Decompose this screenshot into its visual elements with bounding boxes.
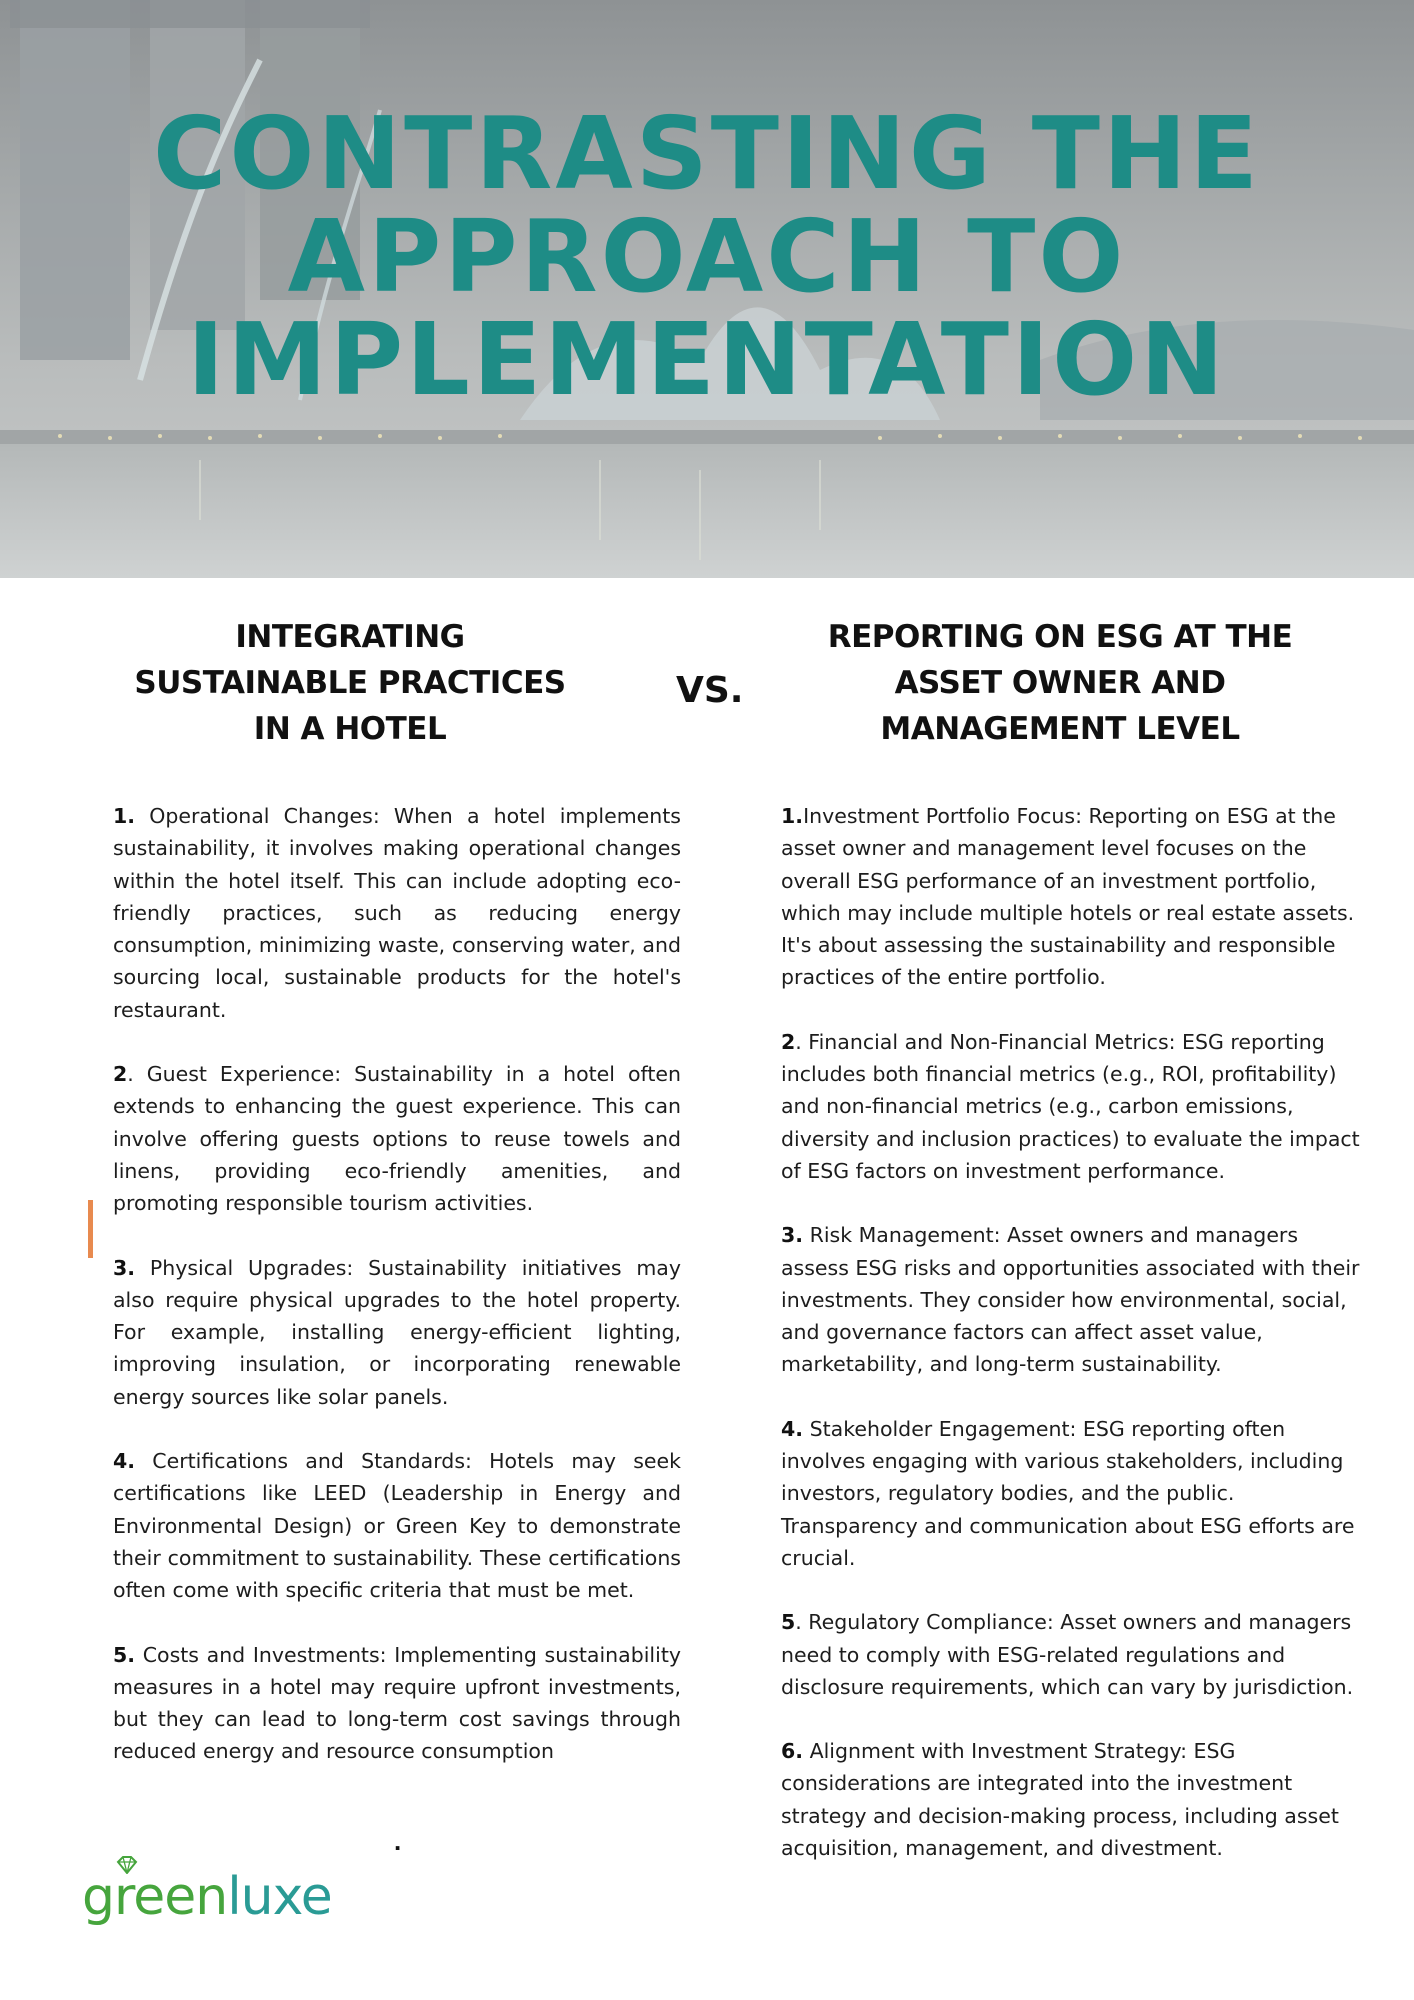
item-number: 1.	[781, 804, 804, 828]
left-column-heading	[110, 614, 590, 752]
title-line: IMPLEMENTATION	[187, 301, 1227, 418]
list-item	[113, 1445, 681, 1606]
heading-line: MANAGEMENT LEVEL	[880, 711, 1240, 747]
heading-line: INTEGRATING	[235, 619, 465, 655]
list-item	[781, 1606, 1371, 1703]
item-number: 3.	[113, 1255, 136, 1280]
heading-line: IN A HOTEL	[253, 711, 447, 747]
item-text: Operational Changes: When a hotel implements sustainability, it involves making operational changes within the hotel itself. This can include adopting eco-friendly practices, such as reducing energy consumption, minimizing waste, conserving water, and sourcing local, sustainable products for the hotel's restaurant.	[113, 804, 681, 1022]
list-item	[781, 1413, 1371, 1574]
item-text: Risk Management: Asset owners and managers assess ESG risks and opportunities associated with their investments. They consider how environmental, social, and governance factors can affect asset value, marketability, and long-term sustainability.	[781, 1223, 1360, 1377]
hero-banner	[0, 0, 1414, 578]
heading-line: ASSET OWNER AND	[894, 665, 1226, 701]
item-number: 2	[113, 1062, 128, 1087]
list-item	[113, 1058, 681, 1219]
versus-label: VS.	[676, 670, 744, 711]
list-item	[113, 1639, 681, 1768]
item-text: Stakeholder Engagement: ESG reporting often involves engaging with various stakeholders, including investors, regulatory bodies, and the public. Transparency and communication about ESG efforts are crucial.	[781, 1416, 1355, 1570]
item-text: Physical Upgrades: Sustainability initiatives may also require physical upgrades to the hotel property. For example, installing energy-efficient lighting, improving insulation, or incorporating renewable energy sources like solar panels.	[113, 1255, 681, 1409]
item-text: . Regulatory Compliance: Asset owners and managers need to comply with ESG-related regulations and disclosure requirements, which can vary by jurisdiction.	[781, 1610, 1354, 1699]
right-column-body	[781, 800, 1371, 1896]
item-text: Certifications and Standards: Hotels may seek certifications like LEED (Leadership in Energy and Environmental Design) or Green Key to demonstrate their commitment to sustainability. These certifications often come with specific criteria that must be met.	[113, 1449, 681, 1603]
list-item	[781, 1735, 1371, 1864]
heading-line: SUSTAINABLE PRACTICES	[134, 665, 566, 701]
item-number: 6.	[781, 1739, 804, 1764]
item-number: 5.	[113, 1642, 136, 1667]
item-text: Alignment with Investment Strategy: ESG considerations are integrated into the investment strategy and decision-making process, including asset acquisition, management, and divestment.	[781, 1739, 1339, 1861]
left-column-body	[113, 800, 681, 1800]
item-number: 5	[781, 1610, 796, 1635]
item-text: Investment Portfolio Focus: Reporting on ESG at the asset owner and management level focuses on the overall ESG performance of an investment portfolio, which may include multiple hotels or real estate assets. It's about assessing the sustainability and responsible practices of the entire portfolio.	[781, 804, 1355, 990]
accent-bar	[88, 1200, 93, 1258]
list-item	[113, 800, 681, 1026]
item-number: 3.	[781, 1223, 804, 1248]
item-text: Costs and Investments: Implementing sustainability measures in a hotel may require upfront investments, but they can lead to long-term cost savings through reduced energy and resource consumption	[113, 1642, 681, 1764]
list-item	[781, 1026, 1371, 1187]
item-text: . Financial and Non-Financial Metrics: ESG reporting includes both financial metrics (e.g., ROI, profitability) and non-financial metrics (e.g., carbon emissions, diversity and inclusion practices) to evaluate the impact of ESG factors on investment performance.	[781, 1029, 1360, 1183]
list-item	[781, 800, 1371, 994]
greenluxe-logo	[82, 1862, 332, 1932]
diamond-leaf-icon	[116, 1856, 138, 1874]
trailing-dot: .	[394, 1826, 402, 1856]
logo-text-green: green	[82, 1867, 228, 1927]
list-item	[113, 1252, 681, 1413]
right-column-heading	[810, 614, 1310, 752]
item-text: . Guest Experience: Sustainability in a hotel often extends to enhancing the guest experience. This can involve offering guests options to reuse towels and linens, providing eco-friendly amenities, and promoting responsible tourism activities.	[113, 1062, 681, 1216]
list-item	[781, 1219, 1371, 1380]
item-number: 2	[781, 1029, 796, 1054]
title-line: APPROACH TO	[287, 198, 1127, 315]
item-number: 4.	[781, 1416, 804, 1441]
page-title	[0, 95, 1414, 418]
heading-line: REPORTING ON ESG AT THE	[827, 619, 1293, 655]
title-line: CONTRASTING THE	[153, 95, 1261, 212]
logo-text-luxe: luxe	[227, 1867, 332, 1927]
item-number: 1.	[113, 804, 136, 828]
item-number: 4.	[113, 1449, 136, 1474]
